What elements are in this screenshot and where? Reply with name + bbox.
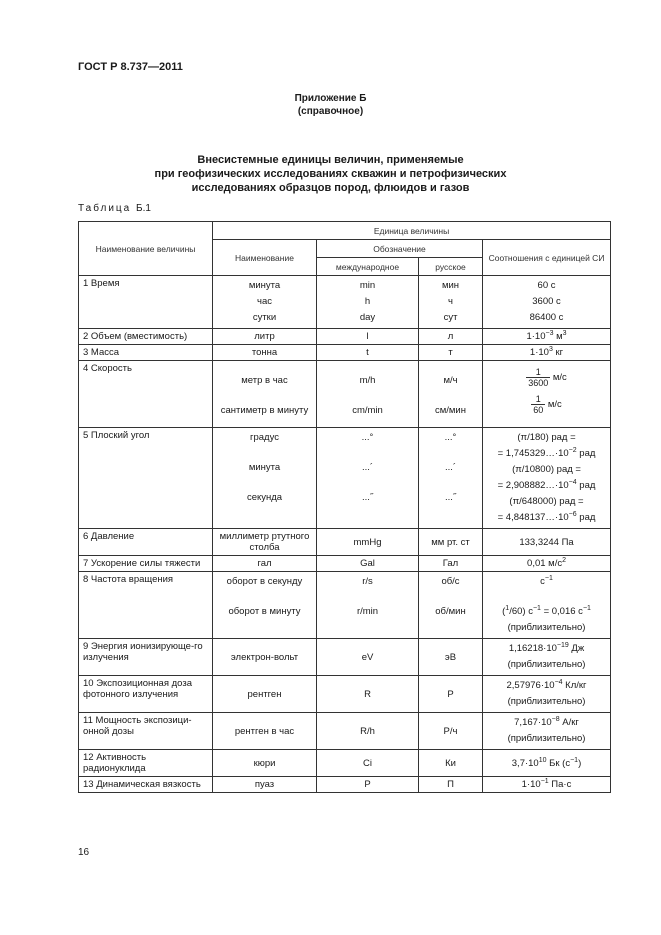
unit-name: пуаз xyxy=(213,777,317,793)
si-value: = 0,016 с xyxy=(540,606,583,617)
si-relation: 3600 с xyxy=(532,296,561,307)
unit-names xyxy=(213,572,317,639)
si-relations xyxy=(483,276,611,329)
si-unit: рад xyxy=(576,480,596,491)
unit-names xyxy=(213,428,317,529)
si-exponent: 10 xyxy=(538,756,547,764)
intl-symbol: R/h xyxy=(317,713,419,750)
header-intl: международное xyxy=(317,258,419,276)
si-exponent: 1 xyxy=(505,604,510,612)
unit-name: литр xyxy=(213,329,317,345)
page-number: 16 xyxy=(78,847,90,858)
si-relation xyxy=(487,574,606,590)
unit-name: оборот в секунду xyxy=(226,576,303,587)
fraction-numerator: 1 xyxy=(526,367,550,378)
si-relations xyxy=(483,639,611,676)
intl-symbol: Gal xyxy=(317,556,419,572)
unit-name: час xyxy=(257,296,272,307)
si-exponent: −1 xyxy=(540,777,549,785)
intl-symbol: t xyxy=(317,345,419,361)
si-exponent: −3 xyxy=(545,329,554,337)
si-note: (приблизительно) xyxy=(507,733,586,744)
si-unit: рад xyxy=(576,512,596,523)
quantity-name: 8 Частота вращения xyxy=(79,572,213,639)
rus-symbol: сут xyxy=(443,312,458,323)
si-exponent: −2 xyxy=(568,446,577,454)
unit-name: кюри xyxy=(213,750,317,777)
table-row xyxy=(79,329,611,345)
si-relation xyxy=(483,345,611,361)
table-row xyxy=(79,639,611,676)
table-row xyxy=(79,572,611,639)
rus-symbol: Ки xyxy=(419,750,483,777)
rus-symbols xyxy=(419,276,483,329)
rus-symbol: Р/ч xyxy=(419,713,483,750)
intl-symbol: day xyxy=(359,312,376,323)
rus-symbols xyxy=(419,428,483,529)
intl-symbol: r/min xyxy=(356,606,379,617)
rus-symbol: ...´ xyxy=(444,462,457,473)
rus-symbols xyxy=(419,572,483,639)
si-relation xyxy=(487,446,606,462)
appendix-title: Приложение Б xyxy=(294,93,367,104)
header-quantity: Наименование величины xyxy=(79,222,213,276)
unit-name: минута xyxy=(248,462,281,473)
table-row xyxy=(79,276,611,329)
si-relation xyxy=(487,394,606,415)
intl-symbols xyxy=(317,361,419,428)
si-relation: 60 с xyxy=(537,280,556,291)
si-unit: Кл/кг xyxy=(562,680,587,691)
si-relation xyxy=(487,510,606,526)
header-unit: Единица величины xyxy=(213,222,611,240)
quantity-name: 2 Объем (вместимость) xyxy=(79,329,213,345)
rus-symbol: мин xyxy=(441,280,460,291)
si-unit: Бк (с xyxy=(546,757,571,769)
intl-symbol: r/s xyxy=(362,576,373,587)
intl-symbol: ...° xyxy=(361,432,374,443)
si-relation xyxy=(487,367,606,388)
intl-symbol: l xyxy=(317,329,419,345)
header-symbol: Обозначение xyxy=(317,240,483,258)
si-value: 7,167·10 xyxy=(514,717,552,728)
rus-symbol: л xyxy=(419,329,483,345)
intl-symbol: R xyxy=(317,676,419,713)
si-relation xyxy=(487,604,606,620)
intl-symbols xyxy=(317,572,419,639)
intl-symbol: m/h xyxy=(359,375,376,386)
si-value: с xyxy=(540,576,545,587)
quantity-name: 12 Активность радионуклида xyxy=(79,750,213,777)
si-exponent: −1 xyxy=(582,604,591,612)
title-line: Внесистемные единицы величин, применяемые xyxy=(197,154,464,166)
header-relation: Соотношения с единицей СИ xyxy=(483,240,611,276)
header-name: Наименование xyxy=(213,240,317,276)
si-exponent: −4 xyxy=(568,478,577,486)
intl-symbol: mmHg xyxy=(317,529,419,556)
si-value: 1·10 xyxy=(526,331,546,342)
quantity-name: 11 Мощность экспозици-онной дозы xyxy=(79,713,213,750)
title-line: исследованиях образцов пород, флюидов и газов xyxy=(191,182,470,194)
si-exponent: −19 xyxy=(556,641,569,649)
rus-symbol: т xyxy=(419,345,483,361)
quantity-name: 7 Ускорение силы тяжести xyxy=(79,556,213,572)
si-value: 0,01 м/с xyxy=(527,558,563,569)
rus-symbol: об/мин xyxy=(435,606,466,617)
intl-symbols xyxy=(317,276,419,329)
quantity-name: 1 Время xyxy=(79,276,213,329)
rus-symbol: Р xyxy=(419,676,483,713)
quantity-name: 13 Динамическая вязкость xyxy=(79,777,213,793)
si-exponent: 2 xyxy=(562,556,566,564)
si-value: = 2,908882…·10 xyxy=(497,480,569,491)
si-value: 2,57976·10 xyxy=(506,680,555,691)
si-value: 1·10 xyxy=(521,779,541,790)
quantity-name: 4 Скорость xyxy=(79,361,213,428)
si-exponent: −1 xyxy=(532,604,541,612)
si-relation xyxy=(487,478,606,494)
rus-symbol: ч xyxy=(448,296,453,307)
table-row xyxy=(79,361,611,428)
rus-symbol: м/ч xyxy=(443,375,458,386)
document-title xyxy=(0,153,661,195)
unit-name: секунда xyxy=(246,492,283,503)
title-line: при геофизических исследованиях скважин и петрофизических xyxy=(154,168,507,180)
si-note: (приблизительно) xyxy=(507,696,586,707)
si-exponent: −6 xyxy=(568,510,577,518)
quantity-name: 3 Масса xyxy=(79,345,213,361)
si-unit: ) xyxy=(578,757,582,769)
table-row xyxy=(79,345,611,361)
si-relation: 133,3244 Па xyxy=(483,529,611,556)
si-unit: Дж xyxy=(568,643,585,654)
si-relation xyxy=(483,750,611,777)
unit-name: сутки xyxy=(252,312,277,323)
unit-name: сантиметр в минуту xyxy=(220,405,309,416)
si-relation: 86400 с xyxy=(529,312,564,323)
header-rus: русское xyxy=(419,258,483,276)
si-relation: (π/648000) рад = xyxy=(509,496,584,507)
quantity-name: 10 Экспозиционная доза фотонного излучения xyxy=(79,676,213,713)
unit-name: оборот в минуту xyxy=(228,606,301,617)
table-row xyxy=(79,529,611,556)
si-value: 3,7·10 xyxy=(511,757,539,769)
si-exponent: −8 xyxy=(551,715,560,723)
si-unit: м/с xyxy=(547,399,562,411)
si-value: = 4,848137…·10 xyxy=(497,512,569,523)
table-label-word: Таблица xyxy=(78,203,132,214)
intl-symbol: ...˝ xyxy=(361,492,374,503)
si-relation xyxy=(483,329,611,345)
si-note: (приблизительно) xyxy=(507,659,586,670)
rus-symbol: см/мин xyxy=(434,405,466,416)
si-value: /60) с xyxy=(509,606,533,617)
rus-symbol: П xyxy=(419,777,483,793)
table-label-number: Б.1 xyxy=(136,203,151,214)
si-relation xyxy=(483,556,611,572)
unit-name: минута xyxy=(248,280,281,291)
si-value: ( xyxy=(502,606,506,617)
si-unit: Па·с xyxy=(548,779,572,790)
table-row xyxy=(79,676,611,713)
si-relation: (π/180) рад = xyxy=(517,432,576,443)
si-unit: м/с xyxy=(552,372,567,384)
quantity-name: 5 Плоский угол xyxy=(79,428,213,529)
si-note: (приблизительно) xyxy=(507,622,586,633)
table-row xyxy=(79,556,611,572)
si-relation xyxy=(487,641,606,657)
unit-name: градус xyxy=(250,432,279,443)
rus-symbol: эВ xyxy=(419,639,483,676)
fraction-denominator: 3600 xyxy=(528,378,549,388)
si-relation: (π/10800) рад = xyxy=(512,464,581,475)
si-relation xyxy=(487,715,606,731)
unit-name: рентген xyxy=(213,676,317,713)
si-relations xyxy=(483,572,611,639)
si-exponent: −4 xyxy=(554,678,563,686)
table-label xyxy=(78,203,151,214)
unit-name: рентген в час xyxy=(213,713,317,750)
si-unit: кг xyxy=(552,347,564,358)
intl-symbols xyxy=(317,428,419,529)
rus-symbol: Гал xyxy=(419,556,483,572)
fraction-denominator: 60 xyxy=(533,405,544,415)
rus-symbol: об/с xyxy=(441,576,460,587)
si-relations xyxy=(483,361,611,428)
quantity-name: 9 Энергия ионизирующе-го излучения xyxy=(79,639,213,676)
unit-name: гал xyxy=(213,556,317,572)
si-exponent: −1 xyxy=(544,574,553,582)
intl-symbol: eV xyxy=(317,639,419,676)
si-relations xyxy=(483,428,611,529)
intl-symbol: ...´ xyxy=(361,462,374,473)
si-relations xyxy=(483,676,611,713)
si-unit: А/кг xyxy=(559,717,579,728)
si-unit: м xyxy=(553,331,563,342)
intl-symbol: min xyxy=(359,280,376,291)
si-exponent: 3 xyxy=(548,345,553,353)
intl-symbol: Ci xyxy=(317,750,419,777)
document-code: ГОСТ Р 8.737—2011 xyxy=(78,61,183,73)
fraction xyxy=(531,394,545,415)
si-relation xyxy=(487,678,606,694)
unit-name: метр в час xyxy=(241,375,288,386)
rus-symbols xyxy=(419,361,483,428)
si-exponent: 3 xyxy=(562,329,567,337)
table-row xyxy=(79,713,611,750)
unit-name: электрон-вольт xyxy=(213,639,317,676)
quantity-name: 6 Давление xyxy=(79,529,213,556)
si-exponent: −1 xyxy=(570,756,579,764)
table-row xyxy=(79,777,611,793)
si-value: = 1,745329…·10 xyxy=(497,448,569,459)
si-unit: рад xyxy=(576,448,596,459)
si-value: 1,16218·10 xyxy=(508,643,557,654)
units-table xyxy=(78,221,611,793)
intl-symbol: h xyxy=(364,296,371,307)
rus-symbol: мм рт. ст xyxy=(419,529,483,556)
table-row xyxy=(79,428,611,529)
unit-name: тонна xyxy=(213,345,317,361)
si-relation xyxy=(483,777,611,793)
intl-symbol: P xyxy=(317,777,419,793)
rus-symbol: ...˝ xyxy=(444,492,457,503)
unit-names xyxy=(213,276,317,329)
si-value: 1·10 xyxy=(529,347,549,358)
appendix-subtitle: (справочное) xyxy=(297,106,364,117)
unit-name: миллиметр ртутного столба xyxy=(213,529,317,556)
si-relations xyxy=(483,713,611,750)
table-row xyxy=(79,750,611,777)
intl-symbol: cm/min xyxy=(352,405,383,416)
fraction-numerator: 1 xyxy=(531,394,545,405)
rus-symbol: ...° xyxy=(444,432,457,443)
fraction xyxy=(526,367,550,388)
unit-names xyxy=(213,361,317,428)
